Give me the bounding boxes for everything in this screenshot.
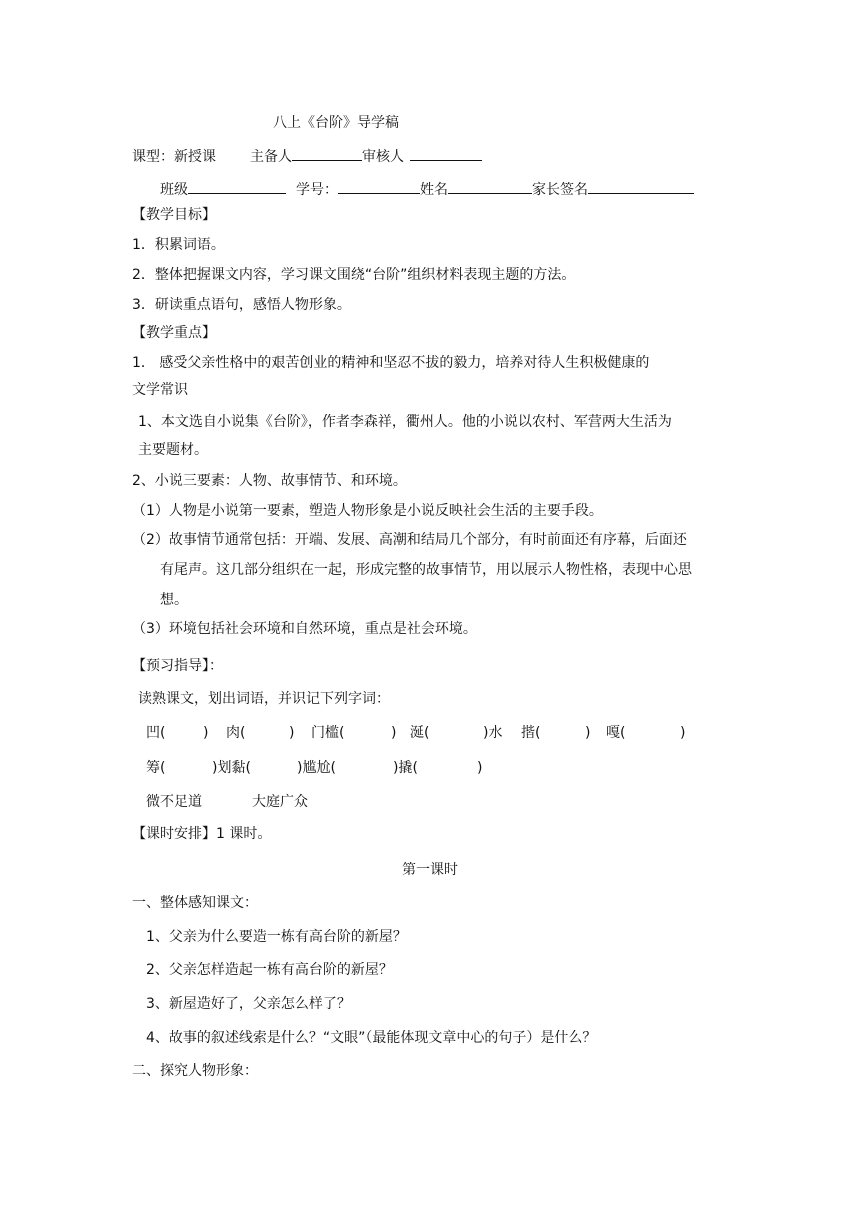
char-item-4-close: )水 — [483, 725, 503, 741]
char-item-1-open: 凹( — [146, 725, 166, 741]
part-2-heading: 二、探究人物形象： — [132, 1063, 258, 1079]
question-3: 3、新屋造好了，父亲怎么样了？ — [146, 996, 351, 1012]
part-1-heading: 一、整体感知课文： — [132, 895, 258, 911]
char-item-3-close: ) — [391, 725, 397, 741]
schedule-row — [132, 825, 271, 843]
lesson-title: 第一课时 — [402, 862, 458, 878]
page-title: 八上《台阶》导学稿 — [273, 115, 399, 131]
literary-s2-line2: 有尾声。这几部分组织在一起，形成完整的故事情节，用以展示人物性格，表现中心思 — [160, 562, 692, 578]
preparer-label: 主备人 — [250, 149, 292, 165]
question-4: 4、故事的叙述线索是什么？“文眼”（最能体现文章中心的句子）是什么？ — [146, 1030, 597, 1046]
focus-item-1: 1． 感受父亲性格中的艰苦创业的精神和坚忍不拔的毅力，培养对待人生积极健康的 — [132, 355, 650, 371]
parent-label: 家长签名 — [532, 182, 588, 198]
char-item-1-close: ) — [203, 725, 209, 741]
literary-p1-line2: 主要题材。 — [138, 442, 208, 458]
goal-item-1: 1．积累词语。 — [132, 237, 225, 253]
number-blank[interactable] — [338, 179, 420, 194]
char-item-6-close: ) — [680, 725, 686, 741]
literary-p1-line1: 1、本文选自小说集《台阶》，作者李森祥，衢州人。他的小说以农村、军营两大生活为 — [138, 414, 672, 430]
goal-item-3: 3．研读重点语句，感悟人物形象。 — [132, 297, 351, 313]
parent-blank[interactable] — [588, 179, 694, 194]
schedule-heading: 【课时安排】 — [132, 826, 216, 842]
char-row2-item-5: ) — [477, 760, 483, 776]
idiom-2: 大庭广众 — [252, 794, 308, 810]
char-item-6-open: 嘎( — [606, 725, 626, 741]
preparer-blank[interactable] — [292, 146, 362, 161]
char-item-2-open: 肉( — [226, 725, 246, 741]
question-2: 2、父亲怎样造起一栋有高台阶的新屋？ — [146, 962, 393, 978]
idiom-1: 微不足道 — [146, 794, 202, 810]
reviewer-blank[interactable] — [410, 146, 482, 161]
name-blank[interactable] — [448, 179, 532, 194]
reviewer-label: 审核人 — [362, 149, 404, 165]
literary-s1: （1）人物是小说第一要素，塑造人物形象是小说反映社会生活的主要手段。 — [132, 503, 603, 519]
char-item-3-open: 门槛( — [311, 725, 345, 741]
meta-row — [132, 146, 482, 166]
schedule-value: 1 课时。 — [216, 826, 272, 842]
number-label: 学号： — [296, 182, 338, 198]
name-label: 姓名 — [420, 182, 448, 198]
preview-heading: 【预习指导】： — [132, 658, 223, 674]
class-label: 班级 — [160, 182, 188, 198]
char-item-5-open: 揩( — [521, 725, 541, 741]
char-item-2-close: ) — [289, 725, 295, 741]
question-1: 1、父亲为什么要造一栋有高台阶的新屋？ — [146, 929, 407, 945]
goal-item-2: 2．整体把握课文内容，学习课文围绕“台阶”组织材料表现主题的方法。 — [132, 267, 576, 283]
literary-s2-line1: （2）故事情节通常包括：开端、发展、高潮和结局几个部分，有时前面还有序幕，后面还 — [132, 532, 687, 548]
char-item-4-open: 涎( — [410, 725, 430, 741]
char-item-5-close: ) — [585, 725, 591, 741]
class-blank[interactable] — [188, 179, 286, 194]
preview-instruction: 读熟课文，划出词语，并识记下列字词： — [138, 691, 390, 707]
char-row2-item-1: 筹( — [146, 760, 166, 776]
literary-p2: 2、小说三要素：人物、故事情节、和环境。 — [132, 473, 407, 489]
char-row2-item-4: )撬( — [393, 760, 418, 776]
literary-s2-line3: 想。 — [160, 592, 188, 608]
lesson-type: 课型：新授课 — [132, 149, 216, 165]
char-row2-item-3: )尴尬( — [297, 760, 336, 776]
char-row2-item-2: )划黏( — [212, 760, 251, 776]
literary-s3: （3）环境包括社会环境和自然环境，重点是社会环境。 — [132, 621, 477, 637]
goals-heading: 【教学目标】 — [132, 207, 216, 223]
focus-heading: 【教学重点】 — [132, 325, 216, 341]
student-row — [160, 179, 694, 199]
literary-heading: 文学常识 — [132, 382, 188, 398]
